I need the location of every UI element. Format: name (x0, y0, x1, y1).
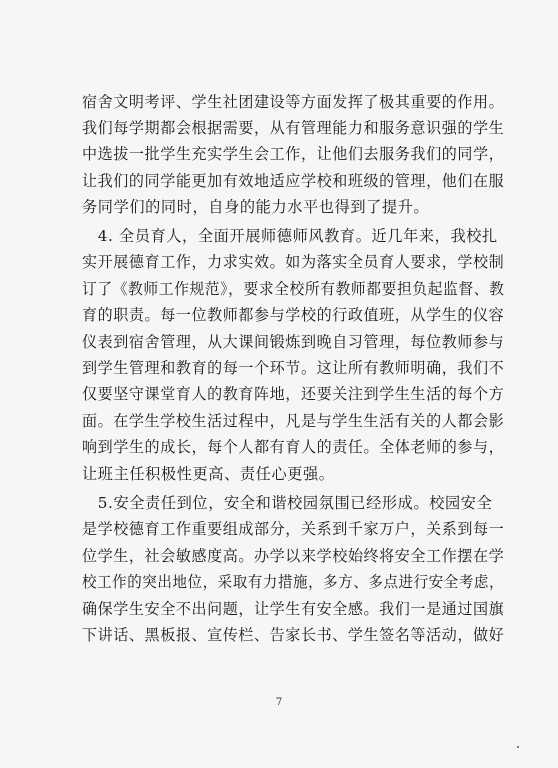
text-line: 宿舍文明考评、学生社团建设等方面发挥了极其重要的作用。 (82, 93, 505, 111)
scan-speck (517, 746, 519, 748)
text-line: 是学校德育工作重要组成部分，关系到千家万户，关系到每一 (82, 520, 505, 538)
text-line: 响到学生的成长，每个人都有育人的责任。全体老师的参与， (82, 438, 505, 456)
text-line: 位学生，社会敏感度高。办学以来学校始终将安全工作摆在学 (82, 547, 505, 565)
text-line: 我们每学期都会根据需要，从有管理能力和服务意识强的学生 (82, 119, 505, 137)
text-line: 4. 全员育人，全面开展师德师风教育。近几年来，我校扎 (82, 227, 498, 245)
text-line: 让班主任积极性更高、责任心更强。 (82, 465, 335, 483)
text-line: 确保学生安全不出问题，让学生有安全感。我们一是通过国旗 (82, 600, 505, 618)
text-line: 仪表到宿舍管理，从大课间锻炼到晚自习管理，每位教师参与 (82, 333, 505, 351)
text-line: 校工作的突出地位，采取有力措施，多方、多点进行安全考虑， (82, 573, 505, 591)
text-line: 务同学们的同时，自身的能力水平也得到了提升。 (82, 198, 430, 216)
text-line: 5.安全责任到位，安全和谐校园氛围已经形成。校园安全 (82, 494, 493, 512)
text-line: 到学生管理和教育的每一个环节。这让所有教师明确，我们不 (82, 359, 505, 377)
text-line: 让我们的同学能更加有效地适应学校和班级的管理，他们在服 (82, 172, 505, 190)
text-line: 下讲话、黑板报、宣传栏、告家长书、学生签名等活动，做好 (82, 626, 505, 644)
text-line: 仅要坚守课堂育人的教育阵地，还要关注到学生生活的每个方 (82, 385, 505, 403)
text-line: 中选拔一批学生充实学生会工作，让他们去服务我们的同学， (82, 145, 505, 163)
text-line: 实开展德育工作，力求实效。如为落实全员育人要求，学校制 (82, 253, 505, 271)
text-line: 订了《教师工作规范》，要求全校所有教师都要担负起监督、教 (82, 280, 505, 298)
page-number: 7 (275, 697, 283, 708)
text-line: 面。在学生学校生活过程中，凡是与学生生活有关的人都会影 (82, 412, 505, 430)
text-line: 育的职责。每一位教师都参与学校的行政值班，从学生的仪容 (82, 306, 505, 324)
